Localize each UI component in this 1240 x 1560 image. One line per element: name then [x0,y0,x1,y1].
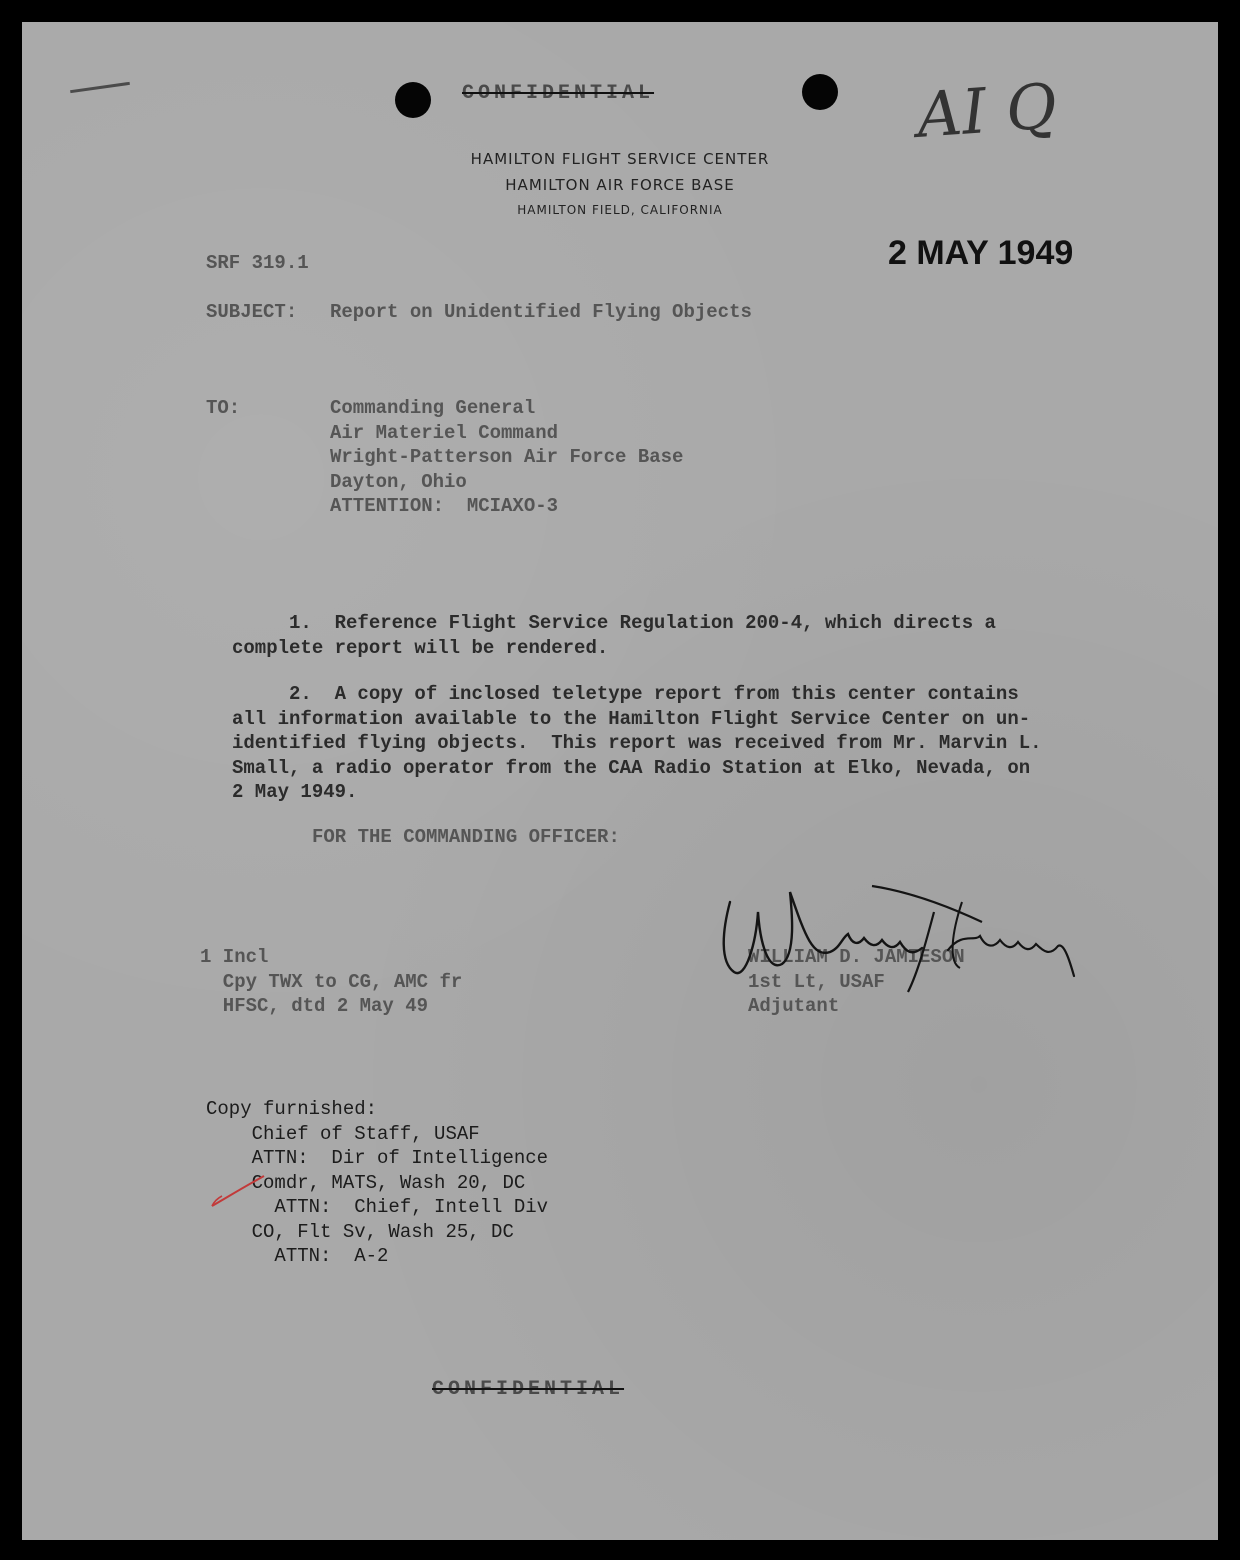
paragraph-line: 1. Reference Flight Service Regulation 200-4, which directs a [232,612,996,634]
enclosure-line: Cpy TWX to CG, AMC fr [200,970,463,993]
copy-furnished-line: ATTN: A-2 [206,1245,389,1267]
enclosure-line: HFSC, dtd 2 May 49 [200,995,429,1017]
paragraph-2 [232,682,1042,805]
letterhead-line-3: HAMILTON FIELD, CALIFORNIA [517,203,723,217]
subject-text: Report on Unidentified Flying Objects [330,301,752,323]
letterhead-line-1: HAMILTON FLIGHT SERVICE CENTER [470,150,770,168]
closing-line: FOR THE COMMANDING OFFICER: [312,826,620,848]
to-line: Dayton, Ohio [330,470,467,493]
punch-hole-left [395,82,431,118]
handwritten-signature [712,872,1092,1002]
copy-furnished-line: Chief of Staff, USAF [206,1122,480,1145]
header-classification: CONFIDENTIAL [462,82,655,105]
punch-hole-right [802,74,838,110]
signatory-name: WILLIAM D. JAMIESON [748,946,965,968]
enclosure-block [200,945,462,1019]
paragraph-line: identified flying objects. This report was received from Mr. Marvin L. [232,732,1042,754]
copy-furnished-line: ATTN: Dir of Intelligence [206,1147,549,1169]
subject-label: SUBJECT: [206,301,298,323]
enclosure-line: 1 Incl [200,946,269,968]
paragraph-line: 2. A copy of inclosed teletype report from this center contains [232,683,1019,705]
copy-furnished-line: Comdr, MATS, Wash 20, DC [206,1171,526,1194]
letterhead-line-2: HAMILTON AIR FORCE BASE [505,176,735,194]
to-address-block [330,396,683,519]
copy-furnished-line: Copy furnished: [206,1098,378,1120]
date-stamp: 2 MAY 1949 [888,234,1074,272]
paragraph-line: complete report will be rendered. [232,636,609,659]
paragraph-line: all information available to the Hamilton Flight Service Center on un- [232,707,1031,730]
signatory-rank: 1st Lt, USAF [748,970,885,993]
copy-furnished-line: CO, Flt Sv, Wash 25, DC [206,1220,514,1243]
to-line: Wright-Patterson Air Force Base [330,446,684,468]
paragraph-line: Small, a radio operator from the CAA Radio Station at Elko, Nevada, on [232,756,1031,779]
to-line: Air Materiel Command [330,421,559,444]
stray-mark [70,82,130,93]
signatory-title: Adjutant [748,995,840,1017]
footer-classification: CONFIDENTIAL [432,1378,625,1401]
to-line: Commanding General [330,397,536,419]
to-line: ATTENTION: MCIAXO-3 [330,495,559,517]
file-reference: SRF 319.1 [206,252,309,274]
paragraph-line: 2 May 1949. [232,781,358,803]
document-page [22,22,1218,1540]
to-label: TO: [206,397,241,419]
handwritten-mark: AI Q [914,69,1060,152]
copy-furnished-line: ATTN: Chief, Intell Div [206,1196,549,1218]
paragraph-1 [232,611,996,660]
red-check-mark [208,1172,268,1212]
